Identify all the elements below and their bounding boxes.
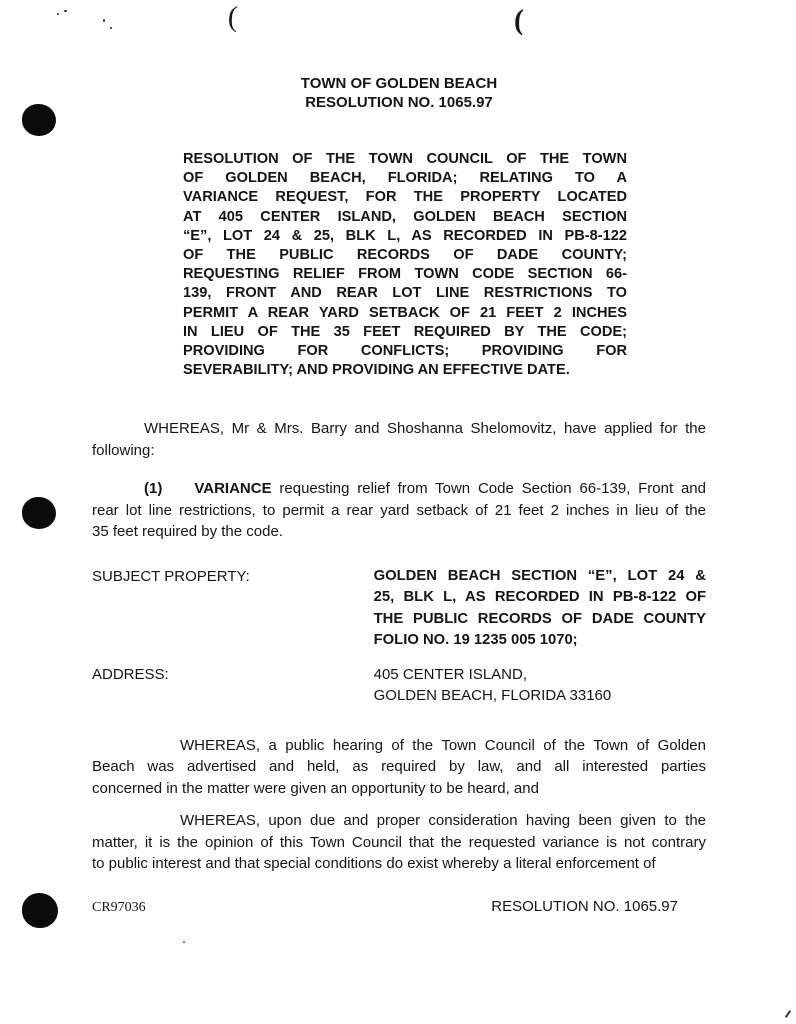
paragraph-whereas-consideration bbox=[92, 810, 706, 875]
text-line: RESOLUTION OF THE TOWN COUNCIL OF THE TOWN bbox=[183, 151, 627, 167]
header-org-name: TOWN OF GOLDEN BEACH bbox=[300, 75, 498, 92]
scan-artifact-paren: ( bbox=[227, 0, 239, 34]
footer-document-code: CR97036 bbox=[92, 899, 146, 915]
document-header bbox=[92, 74, 706, 112]
text-line: concerned in the matter were given an opportunity to be heard, and bbox=[92, 779, 539, 797]
text-line: REQUESTING RELIEF FROM TOWN CODE SECTION 66- bbox=[183, 266, 627, 283]
punch-hole-mark bbox=[22, 104, 56, 136]
scan-corner-mark bbox=[785, 1010, 791, 1018]
variance-text: requesting relief from Town Code Section 66-139, Front and bbox=[279, 480, 706, 498]
text-line: IN LIEU OF THE 35 FEET REQUIRED BY THE CODE; bbox=[183, 323, 627, 340]
subject-property-row bbox=[92, 566, 706, 652]
variance-first-line bbox=[92, 478, 706, 500]
text-line: GOLDEN BEACH SECTION “E”, LOT 24 & bbox=[373, 567, 706, 584]
variance-label: VARIANCE bbox=[194, 480, 272, 498]
paragraph-whereas-hearing bbox=[92, 735, 706, 800]
text-line: FOLIO NO. 19 1235 005 1070; bbox=[373, 632, 578, 649]
scan-speck bbox=[183, 941, 185, 943]
page-footer bbox=[92, 898, 706, 916]
text-line: following: bbox=[92, 441, 155, 459]
text-line: 35 feet required by the code. bbox=[92, 523, 283, 541]
text-line: 139, FRONT AND REAR LOT LINE RESTRICTIONS TO bbox=[183, 285, 627, 302]
text-line: OF GOLDEN BEACH, FLORIDA; RELATING TO A bbox=[183, 170, 627, 187]
header-resolution-no: RESOLUTION NO. 1065.97 bbox=[305, 94, 493, 111]
text-line: 405 CENTER ISLAND, bbox=[373, 665, 528, 683]
text-line: WHEREAS, Mr & Mrs. Barry and Shoshanna Shelomovitz, have applied for the bbox=[144, 420, 706, 438]
text-line: WHEREAS, upon due and proper consideration having been given to the bbox=[180, 812, 706, 830]
text-line: to public interest and that special conditions do exist whereby a literal enforcement of bbox=[92, 855, 656, 873]
paragraph-variance bbox=[92, 478, 706, 543]
variance-continuation bbox=[92, 500, 706, 543]
scan-speck bbox=[64, 10, 67, 12]
footer-resolution-no: RESOLUTION NO. 1065.97 bbox=[491, 897, 678, 915]
subject-property-value bbox=[374, 566, 706, 652]
address-label: ADDRESS: bbox=[92, 665, 169, 683]
text-line: matter, it is the opinion of this Town Council that the requested variance is not contrary bbox=[92, 833, 706, 851]
punch-hole-mark bbox=[22, 497, 56, 529]
address-row bbox=[92, 664, 706, 707]
scan-speck bbox=[57, 13, 59, 15]
resolution-title-block bbox=[183, 150, 627, 380]
text-line: SEVERABILITY; AND PROVIDING AN EFFECTIVE DATE. bbox=[183, 362, 570, 379]
text-line: PERMIT A REAR YARD SETBACK OF 21 FEET 2 INCHES bbox=[183, 304, 627, 321]
scan-artifact-paren: ( bbox=[513, 3, 525, 37]
text-line: rear lot line restrictions, to permit a rear yard setback of 21 feet 2 inches in lieu of the bbox=[92, 501, 706, 519]
subject-property-label: SUBJECT PROPERTY: bbox=[92, 567, 250, 585]
text-line: THE PUBLIC RECORDS OF DADE COUNTY bbox=[373, 610, 706, 627]
address-value bbox=[374, 664, 706, 707]
text-line: “E”, LOT 24 & 25, BLK L, AS RECORDED IN PB-8-122 bbox=[183, 227, 627, 244]
punch-hole-mark bbox=[22, 893, 58, 928]
text-line: Beach was advertised and held, as required by law, and all interested parties bbox=[92, 758, 706, 776]
text-line: PROVIDING FOR CONFLICTS; PROVIDING FOR bbox=[183, 343, 627, 360]
text-line: OF THE PUBLIC RECORDS OF DADE COUNTY; bbox=[183, 247, 627, 264]
text-line: VARIANCE REQUEST, FOR THE PROPERTY LOCATED bbox=[183, 189, 627, 206]
text-line: AT 405 CENTER ISLAND, GOLDEN BEACH SECTION bbox=[183, 208, 627, 225]
text-line: GOLDEN BEACH, FLORIDA 33160 bbox=[373, 687, 612, 705]
text-line: WHEREAS, a public hearing of the Town Council of the Town of Golden bbox=[180, 736, 706, 754]
variance-number: (1) bbox=[144, 480, 163, 498]
text-line: 25, BLK L, AS RECORDED IN PB-8-122 OF bbox=[373, 589, 706, 606]
paragraph-whereas-applied bbox=[92, 418, 706, 461]
